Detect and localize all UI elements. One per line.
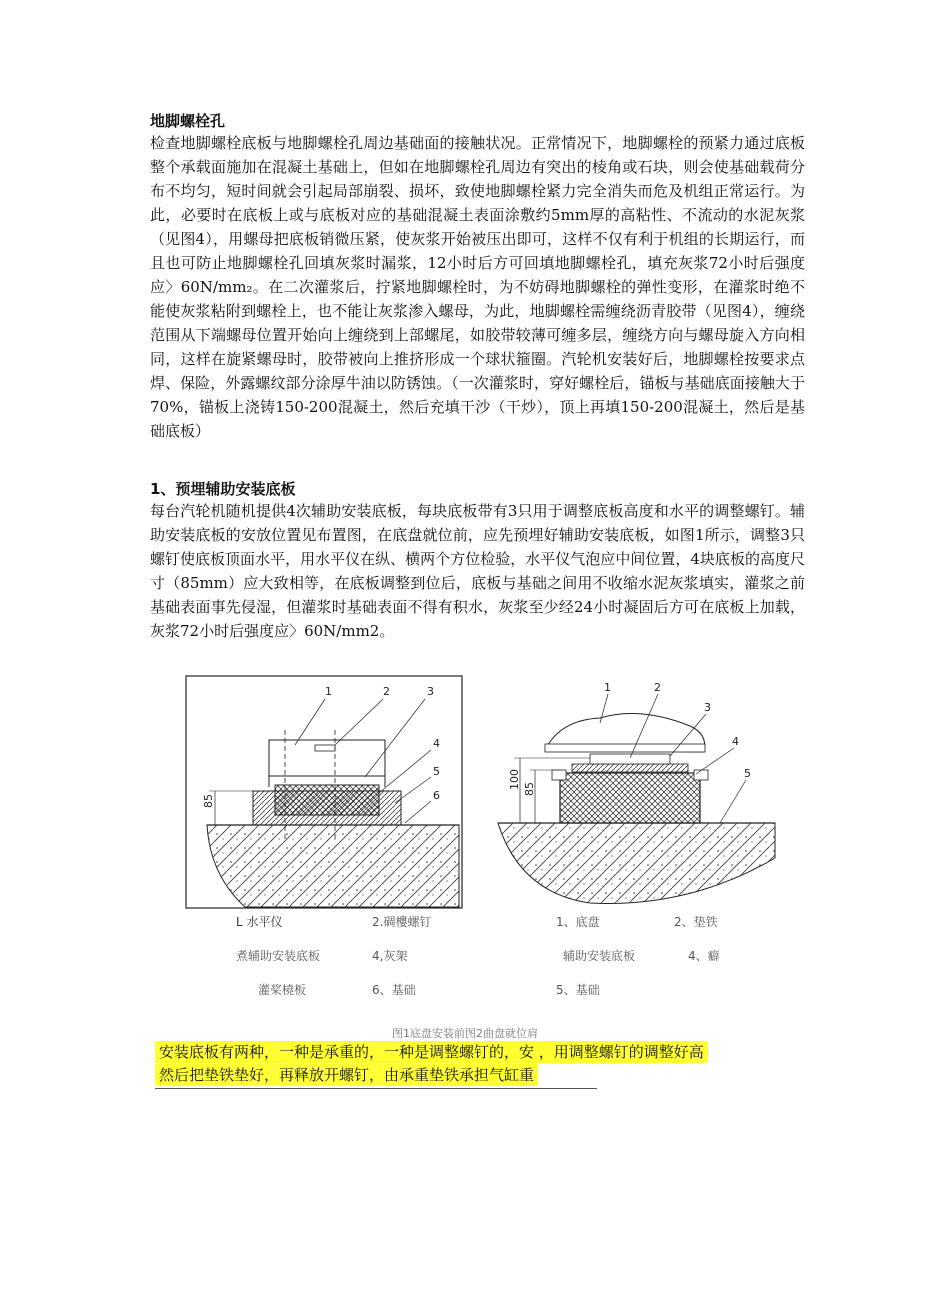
callout-number: 6 <box>433 789 440 802</box>
legend-item: 6、基础 <box>372 983 416 997</box>
underline-rule <box>155 1088 597 1089</box>
callout-number: 4 <box>732 735 739 748</box>
figure-2-diagram <box>490 678 780 908</box>
section-title: 1、预埋辅助安装底板 <box>150 480 296 498</box>
legend-item: 2.碉樓螺钉 <box>372 915 432 929</box>
body-paragraph: 检查地脚螺栓底板与地脚螺栓孔周边基础面的接触状况。正常情况下，地脚螺栓的预紧力通过底板整个承载面施加在混凝土基础上，但如在地脚螺栓孔周边有突出的棱角或石块，则会使基础载荷分布不均匀，短时间就会引起局部崩裂、损坏，致使地脚螺栓紧力完全消失而危及机组正常运行。为此，必要时在底板上或与底板对应的基础混凝土表面涂敷约5mm厚的高粘性、不流动的水泥灰浆（见图4），用螺母把底板销微压紧，使灰浆开始被压出即可，这样不仅有利于机组的长期运行，而且也可防止地脚螺栓孔回填灰浆时漏浆，12小时后方可回填地脚螺栓孔，填充灰浆72小时后强度应〉60N/mm₂。在二次灌浆后，拧紧地脚螺栓时，为不妨碍地脚螺栓的弹性变形，在灌浆时绝不能使灰浆粘附到螺栓上，也不能让灰浆渗入螺母，为此，地脚螺栓需缠绕沥青胶带（见图4），缠绕范围从下端螺母位置开始向上缠绕到上部螺尾，如胶带较薄可缠多层，缠绕方向与螺母旋入方向相同，这样在旋紧螺母时，胶带被向上推挤形成一个球状箍圈。汽轮机安装好后，地脚螺栓按要求点焊、保险，外露螺纹部分涂厚牛油以防锈蚀。（一次灌浆时，穿好螺栓后，锚板与基础底面接触大于70%，锚板上浇铸150-200混凝土，然后充填干沙（干炒），顶上再填150-200混凝土，然后是基础底板） <box>150 134 805 440</box>
figure-1-diagram <box>185 675 465 910</box>
legend-item: 煮辅助安装底板 <box>236 949 321 963</box>
dimension-label: 85 <box>523 782 536 796</box>
section-title: 地脚螺栓孔 <box>150 112 226 130</box>
legend-item: 4、癖 <box>688 949 720 963</box>
legend-item: L 水平仪 <box>236 915 283 929</box>
legend-item: 辅助安装底板 <box>563 949 636 963</box>
callout-number: 4 <box>433 737 440 750</box>
callout-number: 1 <box>604 681 611 694</box>
callout-number: 5 <box>744 767 751 780</box>
callout-number: 1 <box>325 685 332 698</box>
figure-caption: 图1底盘安装前图2曲盘就位肩 <box>392 1027 538 1040</box>
callout-number: 5 <box>433 765 440 778</box>
callout-number: 3 <box>427 685 434 698</box>
highlighted-note-line: 安装底板有两种，一种是承重的，一种是调整螺钉的，安 ，用调整螺钉的调整好高 <box>155 1041 708 1063</box>
body-paragraph: 每台汽轮机随机提供4次辅助安装底板，每块底板带有3只用于调整底板高度和水平的调整螺钉。辅助安装底板的安放位置见布置图，在底盘就位前，应先预埋好辅助安装底板，如图1所示，调整3只螺钉使底板顶面水平，用水平仪在纵、横两个方位检验，水平仪气泡应中间位置，4块底板的高度尺寸（85mm）应大致相等，在底板调整到位后，底板与基础之间用不收缩水泥灰浆填实，灌浆之前基础表面事先侵湿，但灌浆时基础表面不得有积水，灰浆至少经24小时凝固后方可在底板上加载，灰浆72小时后强度应〉60N/mm2。 <box>150 502 805 640</box>
legend-item: 1、底盘 <box>556 915 600 929</box>
callout-number: 2 <box>654 681 661 694</box>
dimension-label: 100 <box>508 769 521 790</box>
legend-item: 4,灰架 <box>372 949 408 963</box>
callout-number: 2 <box>383 685 390 698</box>
legend-item: 2、垫铁 <box>674 915 718 929</box>
highlighted-note-line: 然后把垫铁垫好，再释放开螺钉，由承重垫铁承担气缸重 <box>155 1064 538 1086</box>
legend-item: 5、基础 <box>556 983 600 997</box>
dimension-label: 85 <box>202 794 215 808</box>
legend-item: 灌桨橈板 <box>258 983 307 997</box>
callout-number: 3 <box>704 701 711 714</box>
